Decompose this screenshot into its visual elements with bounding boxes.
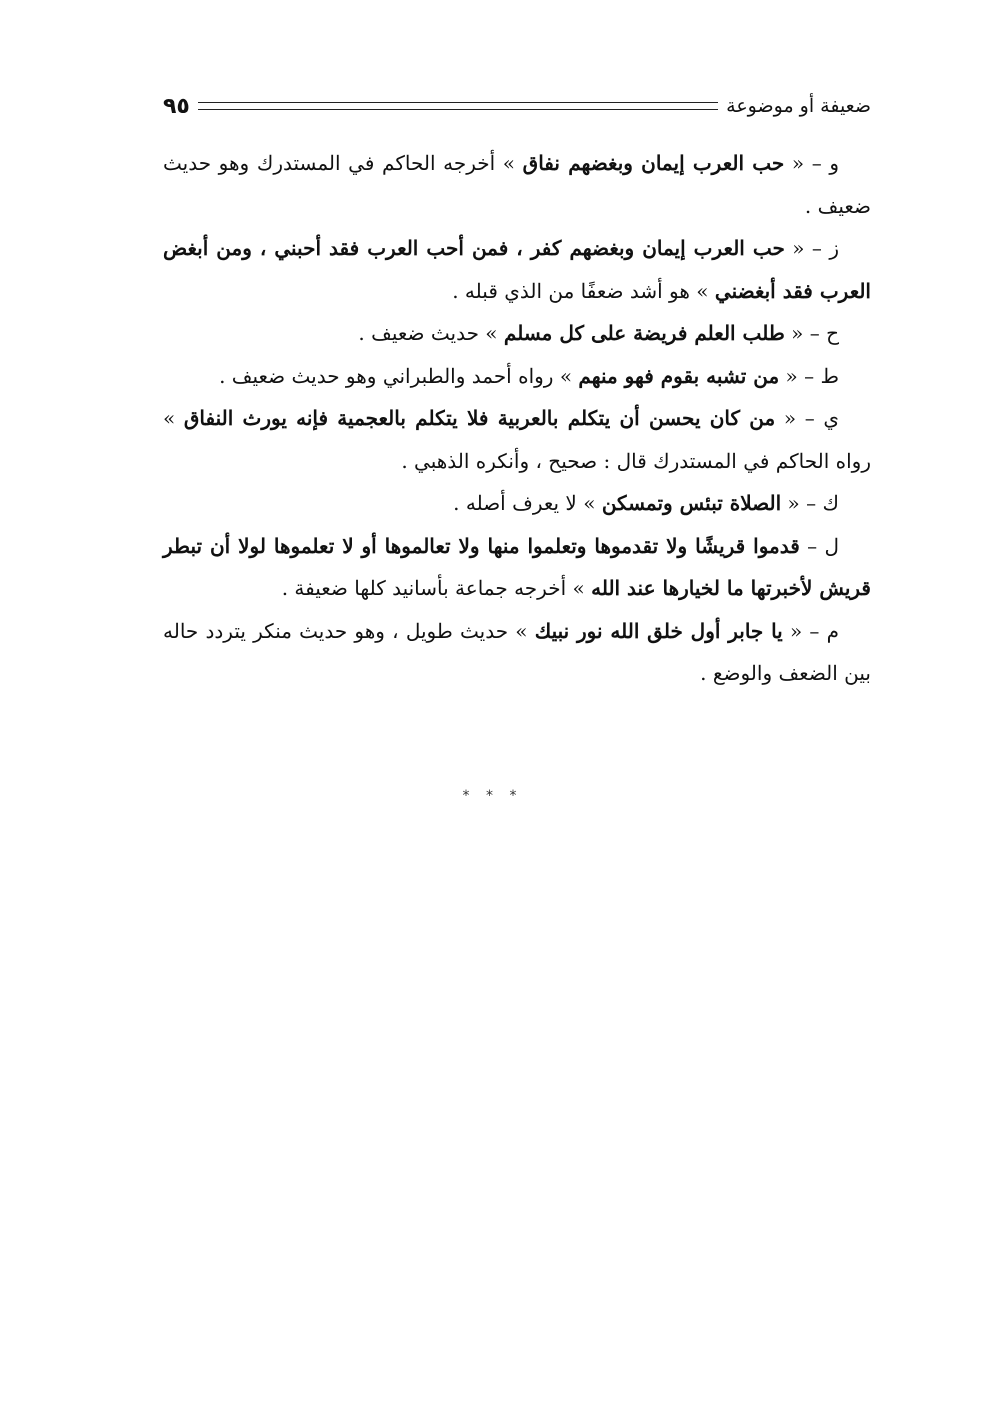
entry-letter: ح — [826, 321, 839, 345]
entry-letter: م — [826, 618, 839, 643]
entry-ta — [163, 355, 871, 398]
entry-commentary: رواه الحاكم في المستدرك قال : صحيح ، وأنكره الذهبي . — [401, 448, 871, 473]
entry-dash: – — [804, 363, 815, 388]
close-quote-mark: » — [696, 278, 709, 303]
entry-ha — [163, 312, 871, 355]
open-quote-mark: « — [791, 321, 804, 345]
open-quote-mark: « — [787, 491, 800, 515]
entry-dash: – — [809, 618, 820, 643]
entry-dash: – — [806, 491, 817, 515]
entry-mim — [163, 610, 871, 695]
close-quote-mark: » — [515, 618, 528, 643]
entry-dash: – — [811, 236, 822, 260]
entry-lam — [163, 525, 871, 610]
close-quote-mark: » — [502, 151, 516, 175]
entry-dash: – — [804, 406, 815, 430]
entry-dash: – — [807, 533, 818, 558]
running-title: ضعيفة أو موضوعة — [726, 95, 871, 117]
close-quote-mark: » — [572, 576, 585, 600]
hadith-text: الصلاة تبئس وتمسكن — [601, 491, 782, 515]
hadith-text: من تشبه بقوم فهو منهم — [578, 363, 780, 388]
entry-letter: ل — [824, 533, 840, 558]
hadith-text: قدموا قريشًا ولا تقدموها وتعلموا منها ولا تعالموها أو لا تعلموها لولا أن تبطر قريش لأخبرتها ما لخيارها عند الله — [163, 533, 871, 600]
entry-commentary: حديث ضعيف . — [358, 321, 479, 345]
entry-commentary: حديث طويل ، وهو حديث منكر يتردد حاله بين الضعف والوضع . — [163, 618, 871, 685]
page-number: ٩٥ — [163, 93, 190, 119]
entry-commentary: أخرجه الحاكم في المستدرك وهو حديث ضعيف . — [163, 151, 871, 218]
open-quote-mark: « — [791, 151, 805, 175]
entry-zay — [163, 227, 871, 312]
close-quote-mark: » — [485, 321, 498, 345]
entry-dash: – — [811, 151, 822, 175]
entry-letter: ط — [820, 363, 839, 388]
section-end-asterisks: * * * — [462, 788, 523, 804]
open-quote-mark: « — [783, 406, 797, 430]
entry-waw — [163, 142, 871, 227]
hadith-text: طلب العلم فريضة على كل مسلم — [503, 321, 785, 345]
open-quote-mark: « — [785, 363, 798, 388]
entry-dash: – — [809, 321, 820, 345]
hadith-text: حب العرب إيمان وبغضهم كفر ، فمن أحب العرب فقد أحبني ، ومن أبغض العرب فقد أبغضني — [163, 236, 871, 303]
hadith-text: حب العرب إيمان وبغضهم نفاق — [522, 151, 785, 175]
entry-commentary: أخرجه جماعة بأسانيد كلها ضعيفة . — [281, 576, 567, 600]
entry-commentary: لا يعرف أصله . — [453, 491, 577, 515]
header-rule — [198, 102, 718, 110]
close-quote-mark: » — [163, 406, 176, 430]
hadith-text: يا جابر أول خلق الله نور نبيك — [534, 618, 783, 643]
entry-letter: ي — [823, 406, 839, 430]
page-body — [163, 142, 871, 695]
close-quote-mark: » — [559, 363, 573, 388]
entry-commentary: رواه أحمد والطبراني وهو حديث ضعيف . — [219, 363, 554, 388]
hadith-text: من كان يحسن أن يتكلم بالعربية فلا يتكلم بالعجمية فإنه يورث النفاق — [183, 406, 776, 430]
close-quote-mark: » — [583, 491, 596, 515]
entry-letter: ك — [822, 491, 839, 515]
entry-kaf — [163, 482, 871, 525]
entry-letter: و — [829, 151, 840, 175]
running-header — [163, 86, 871, 126]
entry-letter: ز — [829, 236, 839, 260]
entry-ya — [163, 397, 871, 482]
open-quote-mark: « — [792, 236, 805, 260]
open-quote-mark: « — [789, 618, 803, 643]
entry-commentary: هو أشد ضعفًا من الذي قبله . — [452, 278, 690, 303]
